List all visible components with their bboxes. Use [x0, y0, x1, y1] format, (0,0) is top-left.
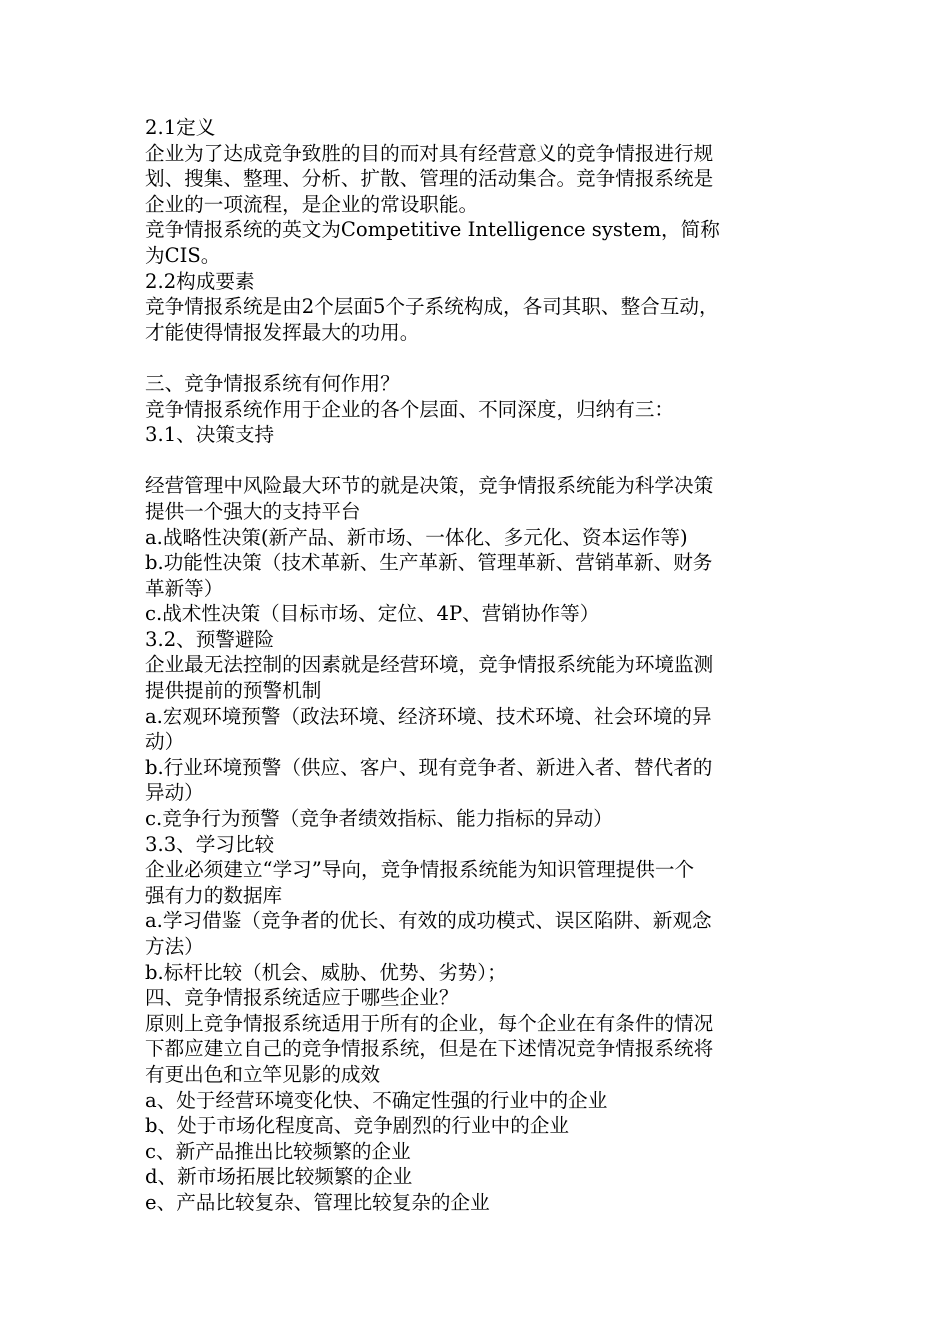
list-item: e、产品比较复杂、管理比较复杂的企业 — [145, 1190, 490, 1214]
list-item: c.战术性决策（目标市场、定位、4P、营销协作等） — [145, 602, 600, 626]
text-line: 有更出色和立竿见影的成效 — [145, 1062, 381, 1086]
section-heading-2-2: 2.2构成要素 — [145, 269, 255, 293]
text-line: 划、搜集、整理、分析、扩散、管理的活动集合。竞争情报系统是 — [145, 167, 714, 191]
text-line: 经营管理中风险最大环节的就是决策，竞争情报系统能为科学决策 — [145, 474, 714, 498]
text-line: 才能使得情报发挥最大的功用。 — [145, 320, 420, 344]
list-item: b、处于市场化程度高、竞争剧烈的行业中的企业 — [145, 1114, 570, 1138]
text-line: 竞争情报系统作用于企业的各个层面、不同深度，归纳有三： — [145, 397, 675, 421]
text-line: 竞争情报系统的英文为Competitive Intelligence system，简称 — [145, 218, 720, 242]
list-item: c、新产品推出比较频繁的企业 — [145, 1139, 411, 1163]
text-line: 革新等） — [145, 576, 224, 600]
list-item: a.战略性决策(新产品、新市场、一体化、多元化、资本运作等) — [145, 525, 688, 549]
section-heading-3-2: 3.2、预警避险 — [145, 627, 275, 651]
text-line: 异动） — [145, 781, 204, 805]
blank-line — [145, 448, 797, 474]
text-line: 强有力的数据库 — [145, 883, 283, 907]
document-body — [145, 115, 797, 1216]
text-line: 竞争情报系统是由2个层面5个子系统构成，各司其职、整合互动， — [145, 295, 719, 319]
list-item: b.行业环境预警（供应、客户、现有竞争者、新进入者、替代者的 — [145, 755, 713, 779]
text-line: 提供一个强大的支持平台 — [145, 499, 361, 523]
section-heading-3-1: 3.1、决策支持 — [145, 423, 275, 447]
text-line: 提供提前的预警机制 — [145, 679, 322, 703]
text-line: 企业必须建立“学习”导向，竞争情报系统能为知识管理提供一个 — [145, 858, 695, 882]
text-line: 企业最无法控制的因素就是经营环境，竞争情报系统能为环境监测 — [145, 653, 714, 677]
list-item: d、新市场拓展比较频繁的企业 — [145, 1165, 413, 1189]
text-line: 方法） — [145, 935, 204, 958]
list-item: a.宏观环境预警（政法环境、经济环境、技术环境、社会环境的异 — [145, 704, 712, 728]
text-line: 动） — [145, 730, 185, 754]
text-line: 企业的一项流程，是企业的常设职能。 — [145, 192, 479, 216]
section-heading-3: 三、竞争情报系统有何作用？ — [145, 371, 400, 395]
text-line: 企业为了达成竞争致胜的目的而对具有经营意义的竞争情报进行规 — [145, 141, 714, 165]
list-item: c.竞争行为预警（竞争者绩效指标、能力指标的异动） — [145, 807, 613, 831]
section-heading-3-3: 3.3、学习比较 — [145, 832, 275, 856]
section-heading-2-1: 2.1定义 — [145, 116, 216, 139]
list-item: a、处于经营环境变化快、不确定性强的行业中的企业 — [145, 1088, 608, 1112]
text-line: 原则上竞争情报系统适用于所有的企业，每个企业在有条件的情况 — [145, 1011, 714, 1035]
list-item: a.学习借鉴（竞争者的优长、有效的成功模式、误区陷阱、新观念 — [145, 909, 712, 933]
list-item: b.功能性决策（技术革新、生产革新、管理革新、营销革新、财务 — [145, 551, 713, 575]
list-item: b.标杆比较（机会、威胁、优势、劣势）； — [145, 960, 507, 984]
blank-line — [145, 345, 797, 371]
text-line: 为CIS。 — [145, 243, 221, 267]
text-line: 下都应建立自己的竞争情报系统，但是在下述情况竞争情报系统将 — [145, 1037, 714, 1061]
section-heading-4: 四、竞争情报系统适应于哪些企业？ — [145, 986, 459, 1010]
